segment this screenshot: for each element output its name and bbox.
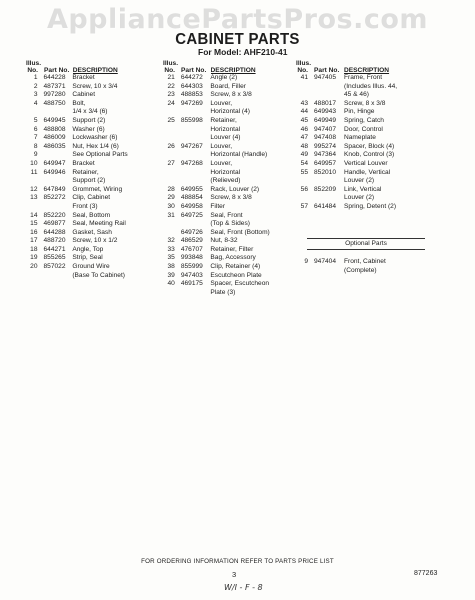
table-row xyxy=(163,280,305,289)
part-number: 947405 xyxy=(314,74,337,81)
part-description: Clip, Retainer (4) xyxy=(210,263,261,271)
part-number: 644271 xyxy=(43,245,66,253)
illus-number: 49 xyxy=(300,151,308,159)
part-description: Louver, xyxy=(210,159,233,167)
part-number xyxy=(44,108,73,117)
table-row xyxy=(296,117,456,126)
header-description: DESCRIPTION xyxy=(210,67,256,74)
illus-number: 7 xyxy=(33,134,38,142)
part-number xyxy=(314,91,344,100)
part-number: 649949 xyxy=(314,116,337,124)
table-row xyxy=(296,267,456,276)
part-description: Door, Control xyxy=(344,125,383,133)
illus-number: 45 xyxy=(300,116,308,124)
part-description: Spacer, Escutcheon xyxy=(210,280,270,288)
illus-number: 9 xyxy=(304,258,308,265)
part-number: 993848 xyxy=(180,254,203,262)
part-number: 947269 xyxy=(180,99,203,107)
parts-rows xyxy=(26,74,176,280)
part-description: Strip, Seal xyxy=(72,254,103,262)
table-row xyxy=(163,229,305,238)
part-description: See Optional Parts xyxy=(72,151,128,159)
part-number xyxy=(181,177,211,186)
part-description: Louver, xyxy=(210,142,233,150)
illus-number xyxy=(163,289,181,298)
illus-number: 44 xyxy=(300,108,308,116)
table-row xyxy=(296,258,456,267)
table-row xyxy=(296,160,456,169)
part-number: 857022 xyxy=(43,263,66,271)
table-row xyxy=(26,83,176,92)
part-number: 649957 xyxy=(314,159,337,167)
part-number xyxy=(181,169,211,178)
illus-number xyxy=(296,91,314,100)
illus-number: 24 xyxy=(167,99,175,107)
illus-number: 31 xyxy=(167,211,175,219)
part-number: 852272 xyxy=(43,194,66,202)
illus-number: 2 xyxy=(33,82,38,90)
part-number: 649946 xyxy=(43,168,66,176)
part-number: 488720 xyxy=(43,237,66,245)
illus-number xyxy=(296,177,314,186)
part-description: Spring, Detent (2) xyxy=(344,202,397,210)
parts-rows xyxy=(163,74,305,297)
table-row xyxy=(296,169,456,178)
table-row xyxy=(163,151,305,160)
table-row xyxy=(26,237,176,246)
part-description: Rack, Louver (2) xyxy=(210,185,260,193)
part-description: Front, Cabinet xyxy=(344,258,386,265)
part-description: Plate (3) xyxy=(210,288,236,296)
part-number: 947407 xyxy=(314,125,337,133)
illus-number: 16 xyxy=(30,228,38,236)
table-row xyxy=(26,203,176,212)
part-number: 644288 xyxy=(43,228,66,236)
part-number: 855999 xyxy=(180,263,203,271)
optional-parts-heading: Optional Parts xyxy=(307,238,425,250)
part-number xyxy=(314,194,344,203)
column-header xyxy=(163,57,305,74)
part-number: 852010 xyxy=(314,168,337,176)
table-row xyxy=(163,272,305,281)
header-description: DESCRIPTION xyxy=(72,67,118,74)
table-row xyxy=(163,91,305,100)
illus-number xyxy=(26,272,44,281)
part-description: Knob, Control (3) xyxy=(344,151,395,159)
table-row xyxy=(163,74,305,83)
part-number: 641484 xyxy=(314,202,337,210)
illus-number: 54 xyxy=(300,159,308,167)
illus-number: 26 xyxy=(167,142,175,150)
part-description: Horizontal xyxy=(210,125,241,133)
part-description: (Base To Cabinet) xyxy=(72,271,125,279)
illus-number: 19 xyxy=(30,254,38,262)
table-row xyxy=(296,100,456,109)
part-description: Clip, Cabinet xyxy=(72,194,111,202)
part-number: 947404 xyxy=(314,258,337,265)
illus-number: 48 xyxy=(300,142,308,150)
part-number: 852220 xyxy=(43,211,66,219)
table-row xyxy=(26,254,176,263)
part-description: Seal, Front (Bottom) xyxy=(210,228,270,236)
illus-number: 55 xyxy=(300,168,308,176)
part-number: 488854 xyxy=(180,194,203,202)
part-description: Support (2) xyxy=(72,177,106,185)
table-row xyxy=(296,203,456,212)
part-description: Vertical Louver xyxy=(344,159,388,167)
part-description: Screw, 8 x 3/8 xyxy=(210,194,252,202)
part-number: 852209 xyxy=(314,185,337,193)
part-description: Nameplate xyxy=(344,134,376,142)
part-number: 995274 xyxy=(314,142,337,150)
illus-number: 39 xyxy=(167,271,175,279)
illus-number: 46 xyxy=(300,125,308,133)
table-row xyxy=(163,263,305,272)
table-row xyxy=(26,160,176,169)
illus-number: 12 xyxy=(30,185,38,193)
table-row xyxy=(296,194,456,203)
part-number: 486529 xyxy=(180,237,203,245)
part-description: Screw, 10 x 3/4 xyxy=(72,82,118,90)
part-number: 486009 xyxy=(43,134,66,142)
illus-number: 40 xyxy=(167,280,175,288)
part-number: 649943 xyxy=(314,108,337,116)
part-description: Seal, Front xyxy=(210,211,243,219)
part-number: 647849 xyxy=(43,185,66,193)
ordering-note: FOR ORDERING INFORMATION REFER TO PARTS PRICE LIST xyxy=(141,558,334,565)
part-description: Grommet, Wiring xyxy=(72,185,123,193)
illus-number: 56 xyxy=(300,185,308,193)
table-row xyxy=(296,74,456,83)
part-description: (Includes Illus. 44, xyxy=(344,82,398,90)
part-number: 469175 xyxy=(180,280,203,288)
parts-column-2 xyxy=(163,57,305,297)
illus-number: 30 xyxy=(167,202,175,210)
table-row xyxy=(26,143,176,152)
part-description: Horizontal (Handle) xyxy=(210,151,268,159)
table-row xyxy=(26,108,176,117)
illus-number xyxy=(163,134,181,143)
part-description: Link, Vertical xyxy=(344,185,382,193)
header-description: DESCRIPTION xyxy=(344,67,390,74)
illus-number: 35 xyxy=(167,254,175,262)
table-row xyxy=(26,91,176,100)
part-number xyxy=(314,177,344,186)
part-number: 855998 xyxy=(180,116,203,124)
part-description: Spring, Catch xyxy=(344,116,384,124)
illus-number: 32 xyxy=(167,237,175,245)
illus-number: 29 xyxy=(167,194,175,202)
illus-number: 8 xyxy=(33,142,38,150)
illus-number xyxy=(26,177,44,186)
table-row xyxy=(26,100,176,109)
column-header xyxy=(26,57,176,74)
table-row xyxy=(26,151,176,160)
part-description: Angle (2) xyxy=(210,74,238,81)
part-number xyxy=(181,151,211,160)
table-row xyxy=(296,177,456,186)
table-row xyxy=(163,220,305,229)
illus-number xyxy=(296,83,314,92)
table-row xyxy=(163,237,305,246)
illus-number xyxy=(163,108,181,117)
part-number: 649947 xyxy=(43,159,66,167)
illus-number xyxy=(163,151,181,160)
model-subtitle: For Model: AHF210-41 xyxy=(198,47,288,57)
part-number: 947403 xyxy=(180,271,203,279)
part-number xyxy=(44,203,73,212)
part-description: Gasket, Sash xyxy=(72,228,112,236)
part-number: 476707 xyxy=(180,245,203,253)
part-description: Ground Wire xyxy=(72,263,110,271)
table-row xyxy=(26,169,176,178)
table-row xyxy=(163,108,305,117)
table-row xyxy=(26,263,176,272)
part-number: 649726 xyxy=(180,228,203,236)
part-number: 487371 xyxy=(43,82,66,90)
illus-number: 11 xyxy=(30,168,38,176)
table-row xyxy=(163,246,305,255)
part-number: 644228 xyxy=(43,74,66,81)
part-description: Retainer, xyxy=(72,168,99,176)
illus-number: 5 xyxy=(33,116,38,124)
table-row xyxy=(163,83,305,92)
part-number: 488017 xyxy=(314,99,337,107)
illus-number xyxy=(163,169,181,178)
page-number: 3 xyxy=(232,570,237,579)
illus-number: 47 xyxy=(300,134,308,142)
part-number: 947364 xyxy=(314,151,337,159)
header-part: Part No. xyxy=(181,67,207,74)
part-description: Nut, 8-32 xyxy=(210,237,238,245)
part-description: Nut, Hex 1/4 (6) xyxy=(72,142,119,150)
table-row xyxy=(26,74,176,83)
part-description: Seal, Bottom xyxy=(72,211,111,219)
part-number: 997280 xyxy=(43,91,66,99)
illus-number: 33 xyxy=(167,245,175,253)
part-description: Bracket xyxy=(72,74,95,81)
part-number: 488808 xyxy=(43,125,66,133)
table-row xyxy=(26,229,176,238)
illus-number: 13 xyxy=(30,194,38,202)
part-description: Retainer, Filter xyxy=(210,245,254,253)
table-row xyxy=(163,212,305,221)
part-number: 649958 xyxy=(180,202,203,210)
page-title: CABINET PARTS xyxy=(175,30,300,49)
part-description: Bracket xyxy=(72,159,95,167)
illus-number: 1 xyxy=(33,74,38,81)
part-number: 644272 xyxy=(180,74,203,81)
illus-number xyxy=(163,177,181,186)
table-row xyxy=(296,108,456,117)
illus-number: 28 xyxy=(167,185,175,193)
table-row xyxy=(26,272,176,281)
table-row xyxy=(26,194,176,203)
table-row xyxy=(26,212,176,221)
table-row xyxy=(163,117,305,126)
illus-number xyxy=(296,194,314,203)
header-illus: Illus. No. xyxy=(296,60,312,74)
table-row xyxy=(163,254,305,263)
part-description: Pin, Hinge xyxy=(344,108,375,116)
illus-number: 6 xyxy=(33,125,38,133)
illus-number: 43 xyxy=(300,99,308,107)
part-description: Screw, 8 x 3/8 xyxy=(344,99,386,107)
part-number: 469877 xyxy=(43,220,66,228)
part-description: Washer (6) xyxy=(72,125,105,133)
part-number xyxy=(181,134,211,143)
part-description: Board, Filler xyxy=(210,82,246,90)
table-row xyxy=(296,126,456,135)
part-number xyxy=(44,151,73,160)
part-number: 486035 xyxy=(43,142,66,150)
table-row xyxy=(163,194,305,203)
illus-number xyxy=(26,203,44,212)
table-row xyxy=(296,83,456,92)
table-row xyxy=(26,186,176,195)
parts-column-3 xyxy=(296,57,456,212)
part-description: Louver (4) xyxy=(210,134,241,142)
illus-number xyxy=(163,220,181,229)
header-illus: Illus. No. xyxy=(163,60,179,74)
part-description: Escutcheon Plate xyxy=(210,271,262,279)
table-row xyxy=(296,143,456,152)
illus-number xyxy=(296,267,314,276)
illus-number: 41 xyxy=(300,74,308,81)
illus-number: 4 xyxy=(33,99,38,107)
table-row xyxy=(296,151,456,160)
illus-number xyxy=(163,126,181,135)
header-illus: Illus. No. xyxy=(26,60,42,74)
table-row xyxy=(296,186,456,195)
part-number: 488750 xyxy=(43,99,66,107)
part-description: Louver (2) xyxy=(344,177,375,185)
part-description: Handle, Vertical xyxy=(344,168,391,176)
table-row xyxy=(26,134,176,143)
table-row xyxy=(26,246,176,255)
illus-number: 9 xyxy=(33,151,38,159)
illus-number: 22 xyxy=(167,82,175,90)
part-description: Frame, Front xyxy=(344,74,383,81)
table-row xyxy=(163,186,305,195)
part-number xyxy=(181,126,211,135)
optional-parts-rows xyxy=(296,258,456,275)
table-row xyxy=(163,100,305,109)
part-number: 947267 xyxy=(180,142,203,150)
table-row xyxy=(163,289,305,298)
part-description: Retainer, xyxy=(210,116,237,124)
table-row xyxy=(163,126,305,135)
part-description: Horizontal xyxy=(210,168,241,176)
table-row xyxy=(26,220,176,229)
illus-number: 14 xyxy=(30,211,38,219)
part-number: 649955 xyxy=(180,185,203,193)
part-description: Angle, Top xyxy=(72,245,104,253)
header-part: Part No. xyxy=(314,67,340,74)
part-number: 644303 xyxy=(180,82,203,90)
table-row xyxy=(163,143,305,152)
part-description: Screw, 8 x 3/8 xyxy=(210,91,252,99)
table-row xyxy=(26,117,176,126)
part-number: 649725 xyxy=(180,211,203,219)
part-description: 45 & 46) xyxy=(344,91,369,99)
part-description: (Top & Sides) xyxy=(210,220,250,228)
part-description: (Complete) xyxy=(344,266,377,274)
column-header xyxy=(296,57,456,74)
part-description: Bag, Accessory xyxy=(210,254,256,262)
illus-number xyxy=(26,108,44,117)
table-row xyxy=(296,91,456,100)
part-number: 947268 xyxy=(180,159,203,167)
part-description: Support (2) xyxy=(72,116,106,124)
table-row xyxy=(163,160,305,169)
part-description: Front (3) xyxy=(72,202,98,210)
part-number: 649945 xyxy=(43,116,66,124)
part-description: Cabinet xyxy=(72,91,96,99)
part-description: Lockwasher (6) xyxy=(72,134,118,142)
part-description: Horizontal (4) xyxy=(210,108,250,116)
part-description: Spacer, Block (4) xyxy=(344,142,395,150)
part-number xyxy=(44,177,73,186)
table-row xyxy=(296,134,456,143)
illus-number: 27 xyxy=(167,159,175,167)
illus-number: 10 xyxy=(30,159,38,167)
part-description: Filter xyxy=(210,202,226,210)
part-number xyxy=(181,108,211,117)
part-description: Screw, 10 x 1/2 xyxy=(72,237,118,245)
document-number: 877263 xyxy=(414,570,438,577)
part-description: Louver, xyxy=(210,99,233,107)
part-number: 855265 xyxy=(43,254,66,262)
part-number: 488853 xyxy=(180,91,203,99)
table-row xyxy=(163,134,305,143)
watermark: AppliancePartsPros.com xyxy=(46,4,429,35)
table-row xyxy=(163,177,305,186)
illus-number: 21 xyxy=(167,74,175,81)
part-description: 1/4 x 3/4 (6) xyxy=(72,108,108,116)
table-row xyxy=(163,203,305,212)
illus-number: 57 xyxy=(300,202,308,210)
parts-column-1 xyxy=(26,57,176,280)
part-number xyxy=(314,83,344,92)
table-row xyxy=(163,169,305,178)
part-number xyxy=(44,272,73,281)
part-number xyxy=(181,289,211,298)
illus-number: 25 xyxy=(167,116,175,124)
illus-number xyxy=(163,229,181,238)
illus-number: 17 xyxy=(30,237,38,245)
handwritten-stamp: W/I - F - 8 xyxy=(224,583,263,592)
part-description: Bolt, xyxy=(72,99,86,107)
part-description: Louver (2) xyxy=(344,194,375,202)
part-number xyxy=(314,267,344,276)
part-description: (Relieved) xyxy=(210,177,241,185)
illus-number: 23 xyxy=(167,91,175,99)
illus-number: 15 xyxy=(30,220,38,228)
table-row xyxy=(26,126,176,135)
table-row xyxy=(26,177,176,186)
illus-number: 38 xyxy=(167,263,175,271)
part-number xyxy=(181,220,211,229)
parts-rows xyxy=(296,74,456,212)
part-description: Seal, Meeting Rail xyxy=(72,220,126,228)
illus-number: 3 xyxy=(33,91,38,99)
illus-number: 18 xyxy=(30,245,38,253)
part-number: 947408 xyxy=(314,134,337,142)
illus-number: 20 xyxy=(30,263,38,271)
header-part: Part No. xyxy=(44,67,70,74)
